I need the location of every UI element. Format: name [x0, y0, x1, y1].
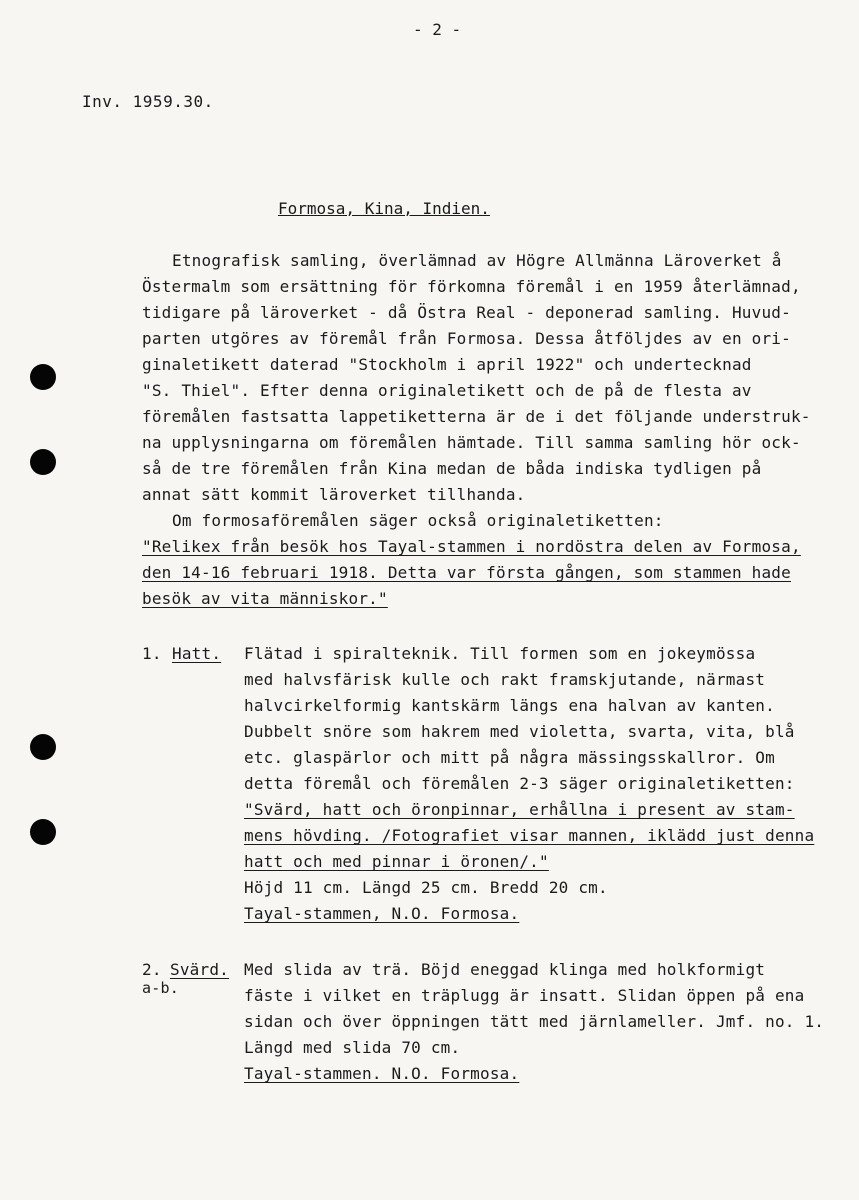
- item-number: 2.: [142, 960, 162, 979]
- page-number: - 2 -: [413, 20, 462, 39]
- item-line: Flätad i spiralteknik. Till formen som en jokeymössa: [244, 644, 756, 663]
- intro-line: föremålen fastsatta lappetiketterna är de i det följande understruk-: [142, 407, 811, 426]
- item-name: Hatt.: [172, 644, 222, 663]
- item-sub: a-b.: [142, 979, 179, 997]
- intro-line: Östermalm som ersättning för förkomna föremål i en 1959 återlämnad,: [142, 277, 801, 296]
- item-line: hatt och med pinnar i öronen/.": [244, 852, 549, 871]
- quote-line: den 14-16 februari 1918. Detta var första gången, som stammen hade: [142, 563, 791, 582]
- intro-line: Etnografisk samling, överlämnad av Högre Allmänna Läroverket å: [172, 251, 782, 270]
- item-line: Tayal-stammen. N.O. Formosa.: [244, 1064, 520, 1083]
- quote-intro: Om formosaföremålen säger också originaletiketten:: [172, 511, 664, 530]
- item-line: Längd med slida 70 cm.: [244, 1038, 461, 1057]
- punch-hole: [30, 449, 56, 475]
- item-line: Tayal-stammen, N.O. Formosa.: [244, 904, 520, 923]
- intro-line: tidigare på läroverket - då Östra Real - deponerad samling. Huvud-: [142, 303, 791, 322]
- item-line: med halvsfärisk kulle och rakt framskjutande, närmast: [244, 670, 766, 689]
- item-line: "Svärd, hatt och öronpinnar, erhållna i present av stam-: [244, 800, 795, 819]
- item-number: 1.: [142, 644, 162, 663]
- intro-line: så de tre föremålen från Kina medan de båda indiska tydligen på: [142, 459, 762, 478]
- item-line: fäste i vilket en träplugg är insatt. Slidan öppen på ena: [244, 986, 805, 1005]
- item-line: Med slida av trä. Böjd eneggad klinga med holkformigt: [244, 960, 766, 979]
- item-name: Svärd.: [170, 960, 229, 979]
- quote-line: besök av vita människor.": [142, 589, 388, 608]
- intro-line: parten utgöres av föremål från Formosa. Dessa åtföljdes av en ori-: [142, 329, 791, 348]
- intro-line: ginaletikett daterad "Stockholm i april 1922" och undertecknad: [142, 355, 752, 374]
- punch-hole: [30, 819, 56, 845]
- inventory-number: Inv. 1959.30.: [82, 92, 214, 111]
- item-line: Dubbelt snöre som hakrem med violetta, svarta, vita, blå: [244, 722, 795, 741]
- intro-line: na upplysningarna om föremålen hämtade. Till samma samling hör ock-: [142, 433, 801, 452]
- item-line: etc. glaspärlor och mitt på några mässingsskallror. Om: [244, 748, 775, 767]
- item-line: detta föremål och föremålen 2-3 säger originaletiketten:: [244, 774, 795, 793]
- intro-line: annat sätt kommit läroverket tillhanda.: [142, 485, 526, 504]
- section-title: Formosa, Kina, Indien.: [278, 199, 490, 218]
- item-line: mens hövding. /Fotografiet visar mannen, iklädd just denna: [244, 826, 815, 845]
- quote-line: "Relikex från besök hos Tayal-stammen i nordöstra delen av Formosa,: [142, 537, 801, 556]
- item-line: sidan och över öppningen tätt med järnlameller. Jmf. no. 1.: [244, 1012, 825, 1031]
- item-line: Höjd 11 cm. Längd 25 cm. Bredd 20 cm.: [244, 878, 608, 897]
- punch-hole: [30, 364, 56, 390]
- punch-hole: [30, 734, 56, 760]
- intro-line: "S. Thiel". Efter denna originaletikett och de på de flesta av: [142, 381, 752, 400]
- item-line: halvcirkelformig kantskärm längs ena halvan av kanten.: [244, 696, 775, 715]
